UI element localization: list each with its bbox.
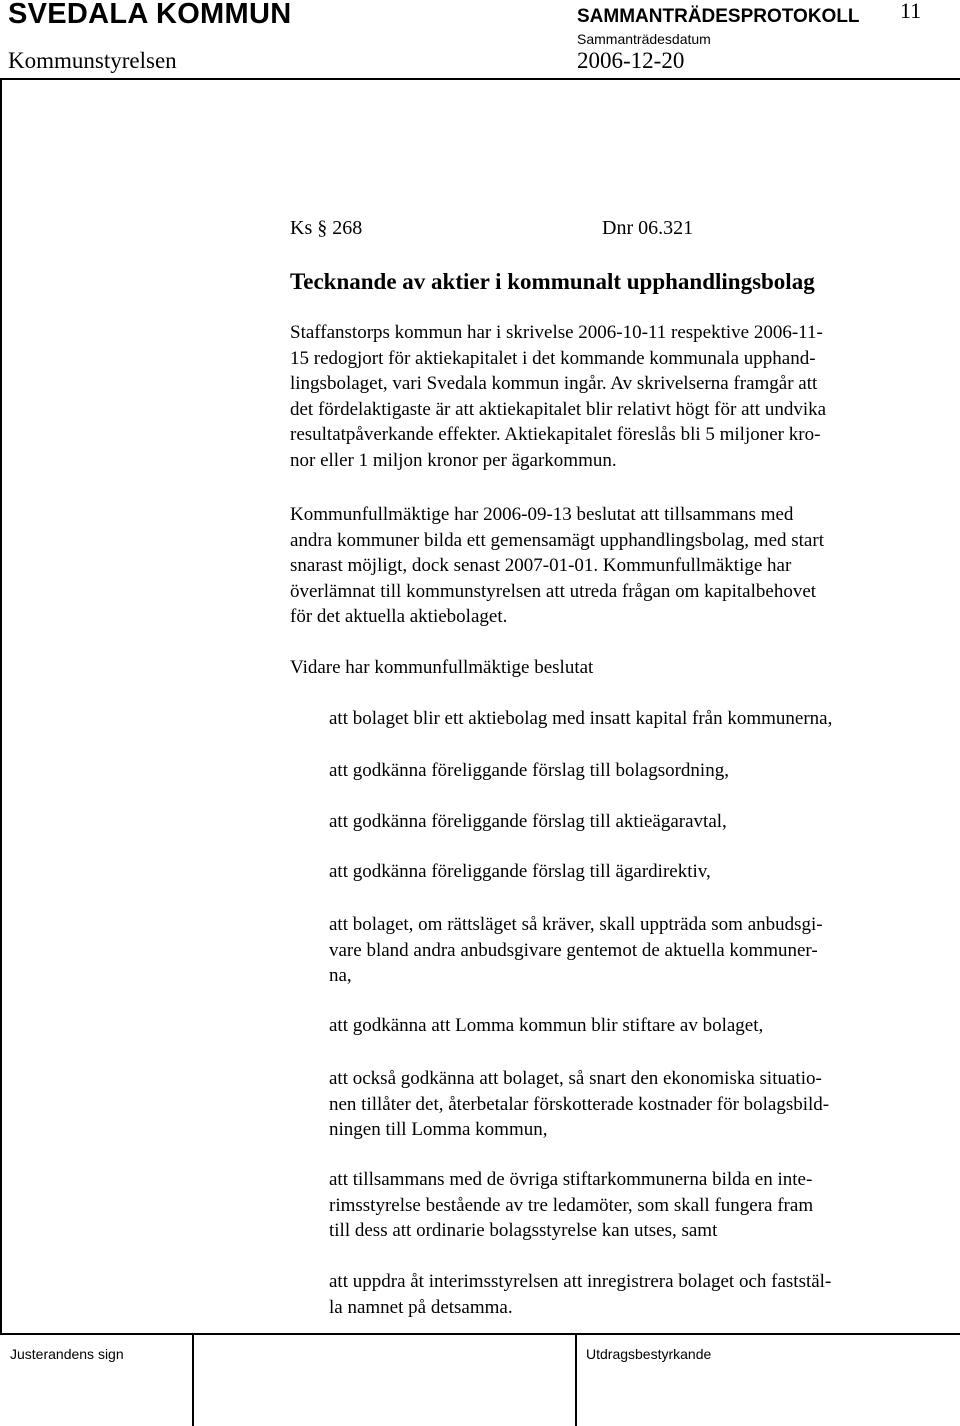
decision-item: att bolaget, om rättsläget så kräver, skall uppträda som anbudsgi- vare bland andra anbudsgivare gentemot de aktuella kommuner- na, bbox=[329, 914, 823, 987]
meeting-date-label: Sammanträdesdatum bbox=[577, 31, 711, 47]
footer-rule bbox=[0, 1333, 960, 1335]
decision-item: att godkänna föreliggande förslag till aktieägaravtal, bbox=[329, 811, 727, 832]
decision-item: att bolaget blir ett aktiebolag med insatt kapital från kommunerna, bbox=[329, 708, 833, 729]
department-name: Kommunstyrelsen bbox=[8, 48, 177, 73]
decision-item: att godkänna att Lomma kommun blir stiftare av bolaget, bbox=[329, 1015, 764, 1036]
page-number: 11 bbox=[900, 0, 922, 23]
attestation-label: Utdragsbestyrkande bbox=[586, 1346, 712, 1362]
signature-box-divider bbox=[192, 1333, 194, 1426]
paragraph-capital: Staffanstorps kommun har i skrivelse 2006-10-11 respektive 2006-11- 15 redogjort för aktiekapitalet i det kommande kommunala upphand- lingsbolaget, vari Svedala kommun ingår. Av skrivelserna framgår att det fördelaktigaste är att aktiekapitalet blir relativt högt för att undvika resultatpåverkande effekter. Aktiekapitalet föreslås bli 5 miljoner kro- nor eller 1 miljon kronor per ägarkommun. bbox=[290, 322, 827, 471]
decision-item: att uppdra åt interimsstyrelsen att inregistrera bolaget och faststäl- la namnet på detsamma. bbox=[329, 1271, 832, 1318]
signature-label: Justerandens sign bbox=[10, 1346, 124, 1362]
diary-number: Dnr 06.321 bbox=[602, 217, 694, 239]
meeting-date: 2006-12-20 bbox=[577, 48, 685, 73]
paragraph-council-decision: Kommunfullmäktige har 2006-09-13 beslutat att tillsammans med andra kommuner bilda ett gemensamägt upphandlingsbolag, med start snarast möjligt, dock senast 2007-01-01. Kommunfullmäktige har överlämnat till kommunstyrelsen att utreda frågan om kapitalbehovet för det aktuella aktiebolaget. bbox=[290, 504, 824, 628]
decision-item: att godkänna föreliggande förslag till bolagsordning, bbox=[329, 760, 729, 781]
decision-item: att godkänna föreliggande förslag till ägardirektiv, bbox=[329, 861, 711, 882]
section-title: Tecknande av aktier i kommunalt upphandlingsbolag bbox=[290, 269, 815, 294]
paragraph-further-decision: Vidare har kommunfullmäktige beslutat bbox=[290, 657, 594, 678]
left-margin-rule bbox=[0, 78, 2, 1333]
header-rule bbox=[0, 78, 960, 80]
protocol-title: SAMMANTRÄDESPROTOKOLL bbox=[577, 6, 860, 27]
organization-name: SVEDALA KOMMUN bbox=[8, 0, 292, 30]
decision-item: att tillsammans med de övriga stiftarkommunerna bilda en inte- rimsstyrelse bestående av tre ledamöter, som skall fungera fram till dess att ordinarie bolagsstyrelse kan utses, samt bbox=[329, 1169, 814, 1242]
decision-item: att också godkänna att bolaget, så snart den ekonomiska situatio- nen tillåter det, återbetalar förskotterade kostnader för bolagsbild- ningen till Lomma kommun, bbox=[329, 1068, 830, 1141]
attestation-box-divider bbox=[575, 1333, 577, 1426]
case-number: Ks § 268 bbox=[290, 217, 363, 239]
